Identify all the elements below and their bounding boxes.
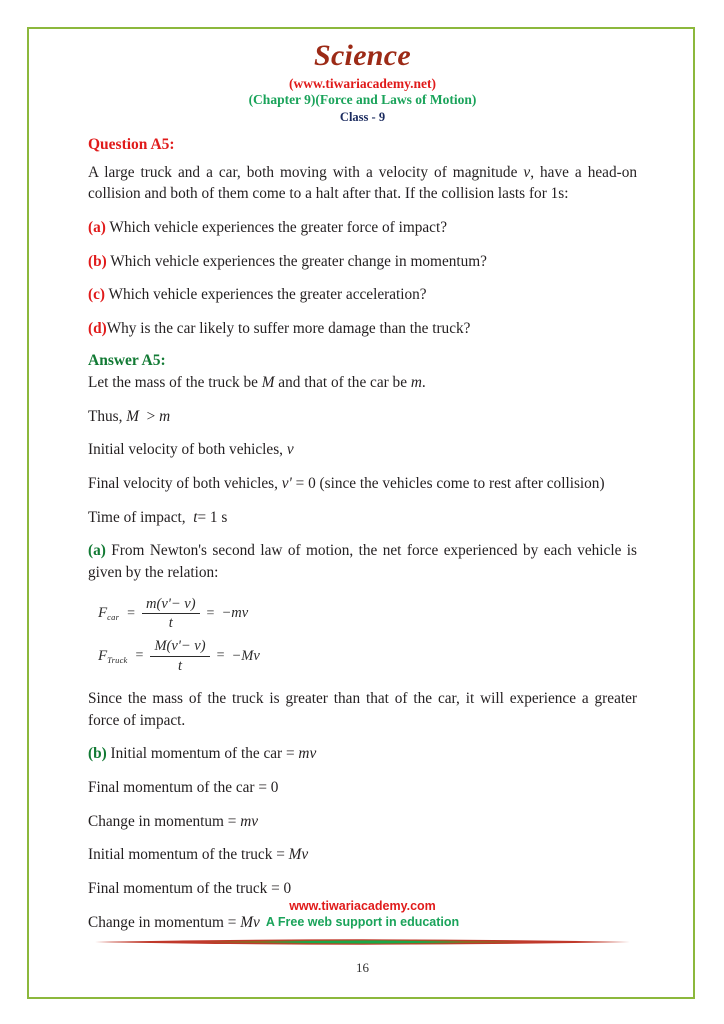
formula-subscript: Truck — [107, 654, 128, 665]
answer-line-thus: Thus, M > m — [88, 407, 171, 425]
symbol-Mv: Mv — [288, 846, 309, 864]
question-item-c-text: Which vehicle experiences the greater acceleration? — [104, 286, 427, 304]
fraction-numerator: m(v'− v) — [146, 595, 196, 612]
header-site-url: (www.tiwariacademy.net) — [289, 75, 436, 91]
divider-ornament-icon — [95, 936, 630, 948]
answer-momentum-line-4: Final momentum of the truck = 0 — [88, 880, 292, 898]
fraction-denominator: t — [168, 615, 173, 632]
answer-line-since: Since the mass of the truck is greater than that of the car, it will experience a greater force of impact. — [88, 689, 637, 729]
question-item-a-label: (a) — [88, 218, 106, 236]
symbol-mv: mv — [240, 812, 259, 830]
document-body — [88, 40, 637, 946]
question-heading: Question A5: — [88, 135, 175, 153]
formula-f-car — [98, 596, 637, 631]
answer-line-mass: Let the mass of the truck be M and that of the car be m. — [88, 373, 426, 391]
answer-momentum-line-2: Change in momentum = mv — [88, 812, 259, 830]
question-item-d-label: (d) — [88, 320, 107, 338]
answer-line-time: Time of impact, t= 1 s — [88, 508, 228, 526]
answer-momentum-line-1: Final momentum of the car = 0 — [88, 778, 279, 796]
symbol-Mv: Mv — [240, 913, 260, 931]
answer-part-b: (b) Initial momentum of the car = mv — [88, 745, 317, 763]
formula-f-truck — [98, 638, 637, 673]
question-item-c — [88, 284, 637, 306]
document-header — [88, 40, 637, 126]
question-item-b — [88, 251, 637, 273]
symbol-m: m — [159, 407, 171, 425]
answer-part-a-label: (a) — [88, 542, 106, 560]
equals-sign: = — [206, 605, 215, 621]
answer-line-initial-velocity: Initial velocity of both vehicles, v — [88, 441, 294, 459]
answer-part-b-label: (b) — [88, 745, 107, 763]
answer-momentum-line-3: Initial momentum of the truck = Mv — [88, 846, 309, 864]
page-footer — [88, 898, 637, 976]
formula-result: −mv — [221, 605, 249, 622]
fraction-denominator: t — [178, 657, 183, 674]
question-item-d — [88, 318, 637, 340]
symbol-mv: mv — [298, 745, 317, 763]
equals-sign: = — [216, 648, 225, 664]
question-item-b-label: (b) — [88, 252, 107, 270]
answer-momentum-line-5: Change in momentum = Mv — [88, 913, 260, 931]
answer-part-a-text: From Newton's second law of motion, the net force experienced by each vehicle is given by the relation: — [88, 542, 637, 582]
formula-result: −Mv — [231, 647, 260, 664]
question-item-b-text: Which vehicle experiences the greater change in momentum? — [106, 252, 487, 270]
symbol-v: v — [286, 441, 294, 459]
symbol-m: m — [410, 373, 422, 391]
footer-tagline: A Free web support in education — [265, 915, 460, 930]
page-number: 16 — [356, 960, 369, 976]
header-class-line: Class - 9 — [339, 110, 386, 125]
symbol-M: M — [261, 373, 275, 391]
footer-site-url[interactable]: www.tiwariacademy.com — [289, 899, 436, 913]
formula-symbol: $F_{car}$ — [98, 605, 120, 623]
formula-block — [98, 596, 637, 674]
answer-line-final-velocity: Final velocity of both vehicles, v' = 0 (since the vehicles come to rest after collision) — [88, 474, 605, 492]
symbol-t: t — [193, 508, 198, 526]
question-item-a-text: Which vehicle experiences the greater force of impact? — [105, 218, 448, 236]
footer-divider — [95, 936, 630, 948]
question-stem: A large truck and a car, both moving with a velocity of magnitude v, have a head-on collision and both of them come to a halt after that. If the collision lasts for 1s: — [88, 163, 637, 203]
header-chapter-line: (Chapter 9)(Force and Laws of Motion) — [248, 92, 477, 108]
formula-symbol: $F_{Truck}$ — [98, 647, 128, 665]
symbol-v: v — [523, 163, 531, 181]
fraction — [142, 596, 200, 631]
fraction — [150, 638, 209, 673]
question-item-d-text: Why is the car likely to suffer more damage than the truck? — [106, 320, 471, 338]
equals-sign: = — [135, 648, 144, 664]
formula-subscript: car — [107, 612, 120, 623]
fraction-numerator: M(v'− v) — [154, 638, 206, 655]
question-item-c-label: (c) — [88, 286, 105, 304]
question-item-a — [88, 217, 637, 239]
symbol-M: M — [126, 407, 139, 425]
page-title: Science — [313, 39, 412, 72]
answer-heading: Answer A5: — [88, 351, 166, 369]
equals-sign: = — [127, 605, 136, 621]
symbol-v-prime: v' — [281, 474, 292, 492]
answer-part-a — [88, 540, 637, 583]
